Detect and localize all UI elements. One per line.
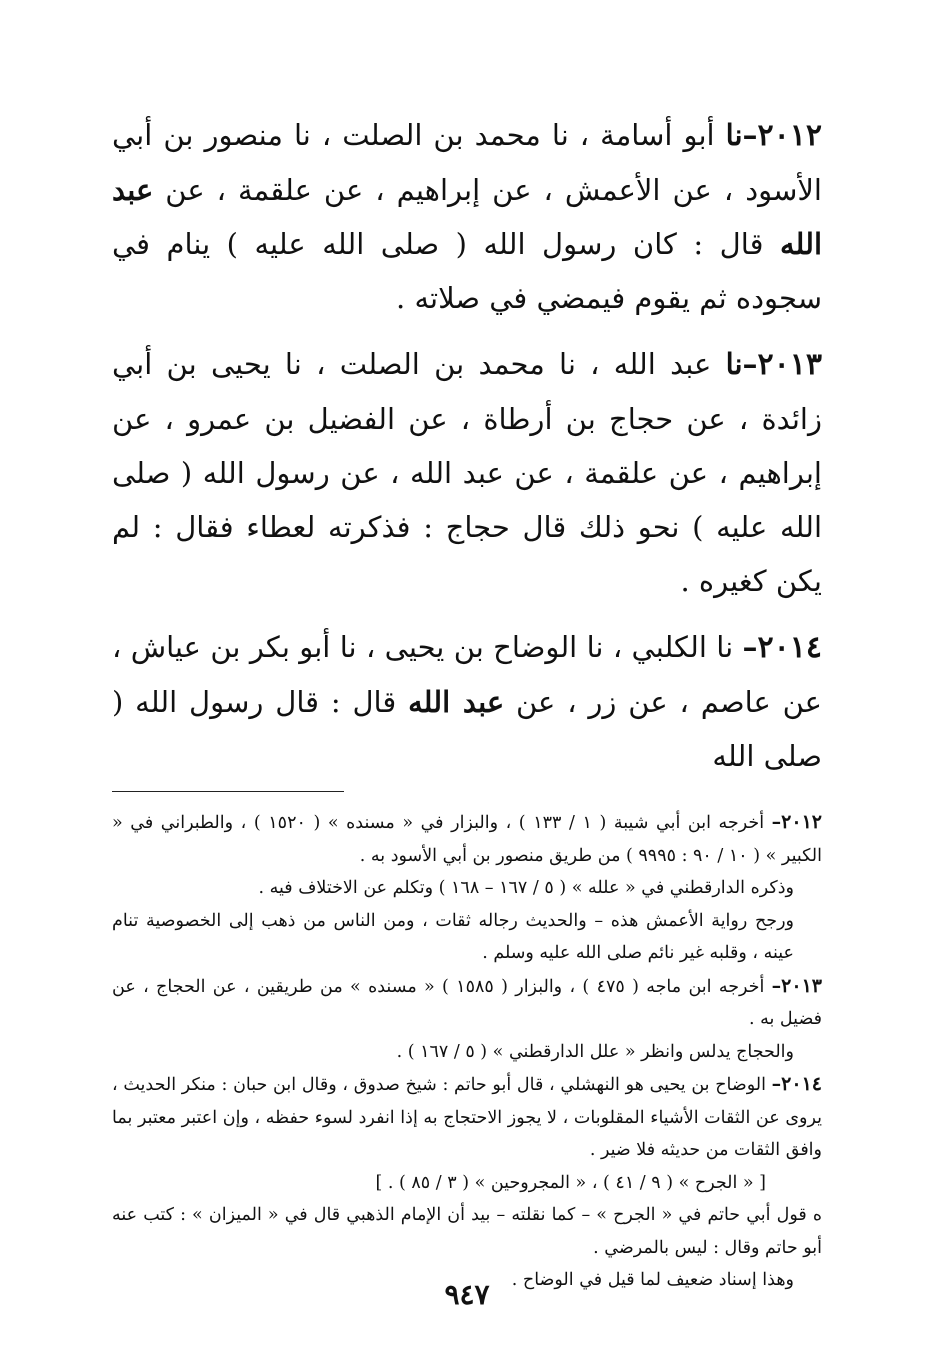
hadith-text: عبد الله ، نا محمد بن الصلت ، نا يحيى بن أبي زائدة ، عن حجاج بن أرطاة ، عن الفضيل بن عمرو ، عن إبراهيم ، عن علقمة ، عن عبد الله ، عن رسول الله ( صلى الله عليه ) نحو ذلك قال حجاج : فذكرته لعطاء فقال : لم يكن كغيره .	[112, 347, 822, 598]
narrator-name: عبد الله	[408, 685, 505, 719]
hadith-text: قال : قال رسول الله ( صلى الله	[112, 685, 822, 773]
footnote-reference-line: [ « الجرح » ( ٩ / ٤١ ) ، « المجروحين » ( ٣ / ٨٥ ) . ]	[375, 1172, 766, 1193]
footnote-text-line: وذكره الدارقطني في « علله » ( ٥ / ١٦٧ – ١٦٨ ) وتكلم عن الاختلاف فيه .	[258, 878, 794, 898]
narration-marker: نا	[725, 347, 743, 381]
footnote-separator	[112, 791, 344, 792]
footnote-number: ٢٠١٣–	[771, 974, 822, 997]
narrator-name: عبد الله	[112, 173, 822, 261]
hadith-text: نا الكلبي ، نا الوضاح بن يحيى ، نا أبو بكر بن عياش ، عن عاصم ، عن زر ، عن	[112, 630, 822, 719]
footnote-number: ٢٠١٤–	[771, 1073, 822, 1095]
footnote-text-line: وهذا إسناد ضعيف لما قيل في الوضاح .	[511, 1270, 794, 1290]
footnote-text-line: ورجح رواية الأعمش هذه – والحديث رجاله ثقات ، ومن الناس من ذهب إلى الخصوصية تنام عينه ، وقلبه غير نائم صلى الله عليه وسلم .	[112, 910, 794, 963]
hadith-text: قال : كان رسول الله ( صلى الله عليه ) ينام في سجوده ثم يقوم فيمضي في صلاته .	[112, 227, 822, 315]
page-number: ٩٤٧	[444, 1278, 490, 1311]
footnote-text-line: والحجاج يدلس وانظر « علل الدارقطني » ( ٥ / ١٦٧ ) .	[396, 1041, 794, 1062]
hadith-entry-2013	[112, 337, 822, 608]
footnote-text: الوضاح بن يحيى هو النهشلي ، قال أبو حاتم : شيخ صدوق ، وقال ابن حبان : منكر الحديث ، يروى عن الثقات الأشياء المقلوبات ، لا يجوز الاحتجاج به إذا انفرد لسوء حفظه ، وإن اعتبر معتبر بما وافق الثقات من حديثه فلا ضير .	[112, 1075, 822, 1160]
footnotes-block	[112, 806, 822, 1297]
footnote-2013	[112, 970, 822, 1036]
footnote-text: أخرجه ابن ماجه ( ٤٧٥ ) ، والبزار ( ١٥٨٥ ) « مسنده » من طريقين ، عن الحجاج ، عن فضيل به .	[112, 976, 822, 1029]
hadith-number: ٢٠١٣–	[742, 347, 822, 382]
page-content	[112, 108, 822, 1297]
footnote-text: أخرجه ابن أبي شيبة ( ١ / ١٣٣ ) ، والبزار في « مسنده » ( ١٥٢٠ ) ، والطبراني في « الكبير » ( ١٠ / ٩٠ : ٩٩٩٥ ) من طريق منصور بن أبي الأسود به .	[112, 813, 822, 866]
footnote-2014	[112, 1068, 822, 1167]
footnote-2012	[112, 806, 822, 872]
hadith-number: ٢٠١٢–	[742, 118, 822, 153]
hadith-number: ٢٠١٤–	[742, 630, 822, 665]
hadith-text: أبو أسامة ، نا محمد بن الصلت ، نا منصور بن أبي الأسود ، عن الأعمش ، عن إبراهيم ، عن علقمة ، عن	[112, 118, 822, 207]
hadith-entry-2014	[112, 620, 822, 783]
footnote-number: ٢٠١٢–	[771, 811, 822, 833]
hadith-text-block	[112, 108, 822, 783]
hadith-entry-2012	[112, 108, 822, 325]
narration-marker: نا	[725, 118, 743, 152]
footnote-text-line: ه قول أبي حاتم في « الجرح » – كما نقلته – بيد أن الإمام الذهبي قال في « الميزان » : كتب عنه أبو حاتم وقال : ليس بالمرضي .	[112, 1205, 822, 1258]
